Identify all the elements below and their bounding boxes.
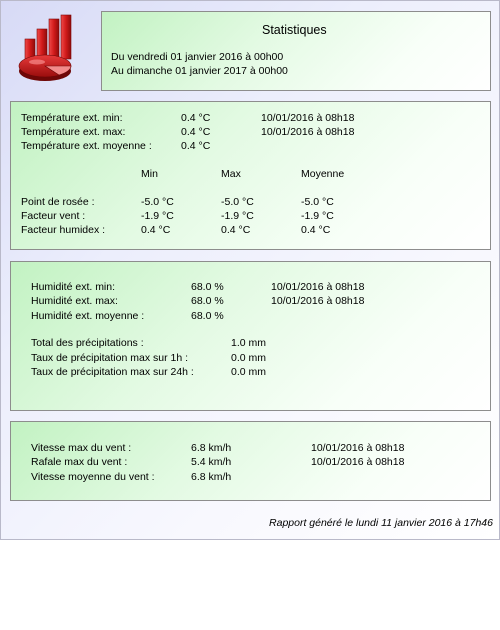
- hum-min-date: 10/01/2016 à 08h18: [271, 281, 365, 293]
- hum-max-date: 10/01/2016 à 08h18: [271, 295, 365, 307]
- humidex-max: 0.4 °C: [221, 224, 251, 236]
- col-header-max: Max: [221, 168, 241, 180]
- humidex-label: Facteur humidex :: [21, 224, 106, 236]
- temp-avg-value: 0.4 °C: [181, 140, 211, 152]
- temp-avg-label: Température ext. moyenne :: [21, 140, 152, 152]
- precip-1h-value: 0.0 mm: [231, 352, 267, 364]
- dewpoint-label: Point de rosée :: [21, 196, 95, 208]
- wind-max-label: Vitesse max du vent :: [31, 442, 132, 454]
- precip-24h-value: 0.0 mm: [231, 366, 267, 378]
- header-panel: [101, 11, 491, 91]
- precip-1h-label: Taux de précipitation max sur 1h :: [31, 352, 188, 364]
- report-footer: Rapport généré le lundi 11 janvier 2016 à 17h46: [269, 517, 493, 529]
- temperature-panel: [10, 101, 491, 250]
- precip-24h-label: Taux de précipitation max sur 24h :: [31, 366, 194, 378]
- humidex-avg: 0.4 °C: [301, 224, 331, 236]
- hum-min-label: Humidité ext. min:: [31, 281, 116, 293]
- temp-min-date: 10/01/2016 à 08h18: [261, 112, 355, 124]
- hum-avg-value: 68.0 %: [191, 310, 224, 322]
- wind-avg-label: Vitesse moyenne du vent :: [31, 471, 155, 483]
- humidity-panel: [10, 261, 491, 411]
- wind-max-date: 10/01/2016 à 08h18: [311, 442, 405, 454]
- dewpoint-max: -5.0 °C: [221, 196, 254, 208]
- temp-max-date: 10/01/2016 à 08h18: [261, 126, 355, 138]
- hum-max-value: 68.0 %: [191, 295, 224, 307]
- windchill-min: -1.9 °C: [141, 210, 174, 222]
- humidex-min: 0.4 °C: [141, 224, 171, 236]
- hum-min-value: 68.0 %: [191, 281, 224, 293]
- dewpoint-avg: -5.0 °C: [301, 196, 334, 208]
- gust-max-value: 5.4 km/h: [191, 456, 232, 468]
- col-header-moyenne: Moyenne: [301, 168, 345, 180]
- temp-max-value: 0.4 °C: [181, 126, 211, 138]
- page-title: Statistiques: [262, 23, 327, 37]
- temp-min-value: 0.4 °C: [181, 112, 211, 124]
- windchill-max: -1.9 °C: [221, 210, 254, 222]
- gust-max-label: Rafale max du vent :: [31, 456, 128, 468]
- gust-max-date: 10/01/2016 à 08h18: [311, 456, 405, 468]
- hum-avg-label: Humidité ext. moyenne :: [31, 310, 145, 322]
- precip-total-value: 1.0 mm: [231, 337, 267, 349]
- hum-max-label: Humidité ext. max:: [31, 295, 118, 307]
- windchill-label: Facteur vent :: [21, 210, 86, 222]
- period-from: Du vendredi 01 janvier 2016 à 00h00: [111, 51, 284, 63]
- temp-min-label: Température ext. min:: [21, 112, 123, 124]
- wind-panel: [10, 421, 491, 501]
- precip-total-label: Total des précipitations :: [31, 337, 144, 349]
- dewpoint-min: -5.0 °C: [141, 196, 174, 208]
- statistics-chart-icon: [15, 13, 79, 83]
- period-to: Au dimanche 01 janvier 2017 à 00h00: [111, 65, 288, 77]
- wind-max-value: 6.8 km/h: [191, 442, 232, 454]
- windchill-avg: -1.9 °C: [301, 210, 334, 222]
- col-header-min: Min: [141, 168, 158, 180]
- wind-avg-value: 6.8 km/h: [191, 471, 232, 483]
- temp-max-label: Température ext. max:: [21, 126, 126, 138]
